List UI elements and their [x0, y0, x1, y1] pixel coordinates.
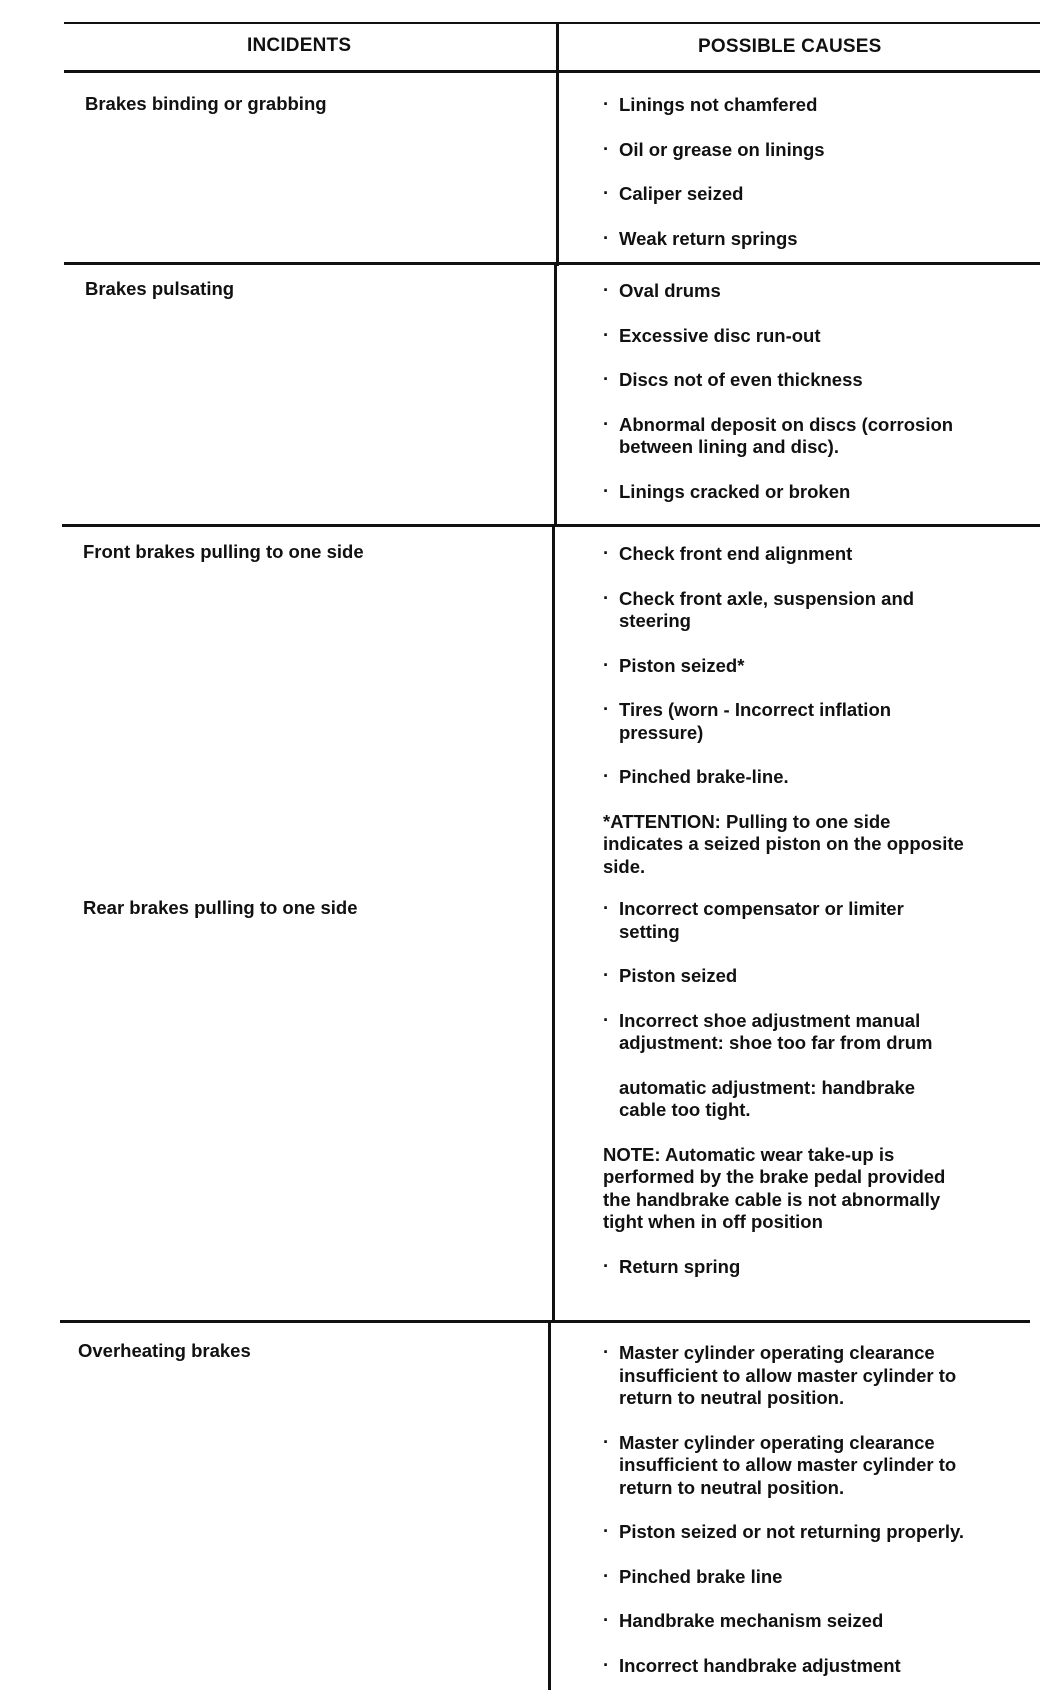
cause-item: · Pinched brake-line.	[603, 766, 983, 789]
causes-list	[603, 543, 983, 878]
cause-item: · Incorrect shoe adjustment manual adjustment: shoe too far from drum	[603, 1010, 959, 1055]
cause-item: · Master cylinder operating clearance insufficient to allow master cylinder to return to neutral position.	[603, 1432, 979, 1500]
cause-item: · Piston seized or not returning properly.	[603, 1521, 999, 1544]
cause-item: · Piston seized*	[603, 655, 983, 678]
column-divider	[554, 264, 557, 526]
cause-item: · Oval drums	[603, 280, 983, 303]
causes-list	[603, 94, 983, 250]
attention-note: *ATTENTION: Pulling to one side indicates a seized piston on the opposite side.	[603, 810, 964, 877]
cause-item: · Piston seized	[603, 965, 983, 988]
incident-label: Brakes binding or grabbing	[85, 93, 327, 114]
causes-list	[603, 280, 983, 503]
cause-item: · Tires (worn - Incorrect inflation pressure)	[603, 699, 919, 744]
cause-item: · Pinched brake line	[603, 1566, 983, 1589]
incidents-header: INCIDENTS	[247, 35, 352, 56]
cause-item: · Oil or grease on linings	[603, 139, 983, 162]
cause-item: · Check front axle, suspension and steering	[603, 588, 939, 633]
cause-item: · Master cylinder operating clearance insufficient to allow master cylinder to return to neutral position.	[603, 1342, 979, 1410]
causes-list	[603, 898, 983, 1278]
table-top-rule	[64, 22, 1040, 24]
cause-item: · Caliper seized	[603, 183, 983, 206]
cause-item: · Linings cracked or broken	[603, 481, 983, 504]
cause-item: · Check front end alignment	[603, 543, 983, 566]
cause-subitem: automatic adjustment: handbrake cable too tight.	[619, 1076, 916, 1120]
cause-item: · Return spring	[603, 1256, 983, 1279]
incident-label: Front brakes pulling to one side	[83, 541, 364, 562]
column-divider	[556, 22, 559, 266]
cause-item: · Discs not of even thickness	[603, 369, 983, 392]
causes-header: POSSIBLE CAUSES	[698, 36, 882, 57]
cause-item: · Incorrect handbrake adjustment	[603, 1655, 983, 1678]
cause-item: · Handbrake mechanism seized	[603, 1610, 983, 1633]
wear-note: NOTE: Automatic wear take-up is performed by the brake pedal provided the handbrake cable is not abnormally tight when in off position	[603, 1143, 946, 1232]
row-divider	[64, 262, 1040, 265]
causes-list	[603, 1342, 983, 1677]
cause-item: · Linings not chamfered	[603, 94, 983, 117]
incident-label: Rear brakes pulling to one side	[83, 897, 358, 918]
cause-item: · Incorrect compensator or limiter setting	[603, 898, 939, 943]
column-divider	[548, 1322, 551, 1690]
row-divider	[62, 524, 1040, 527]
cause-item: · Excessive disc run-out	[603, 325, 983, 348]
header-bottom-rule	[64, 70, 1040, 73]
incident-label: Overheating brakes	[78, 1340, 251, 1361]
cause-item: · Weak return springs	[603, 228, 983, 251]
row-divider	[60, 1320, 1030, 1323]
column-divider	[552, 526, 555, 1322]
incident-label: Brakes pulsating	[85, 278, 235, 299]
cause-item: · Abnormal deposit on discs (corrosion between lining and disc).	[603, 414, 979, 459]
